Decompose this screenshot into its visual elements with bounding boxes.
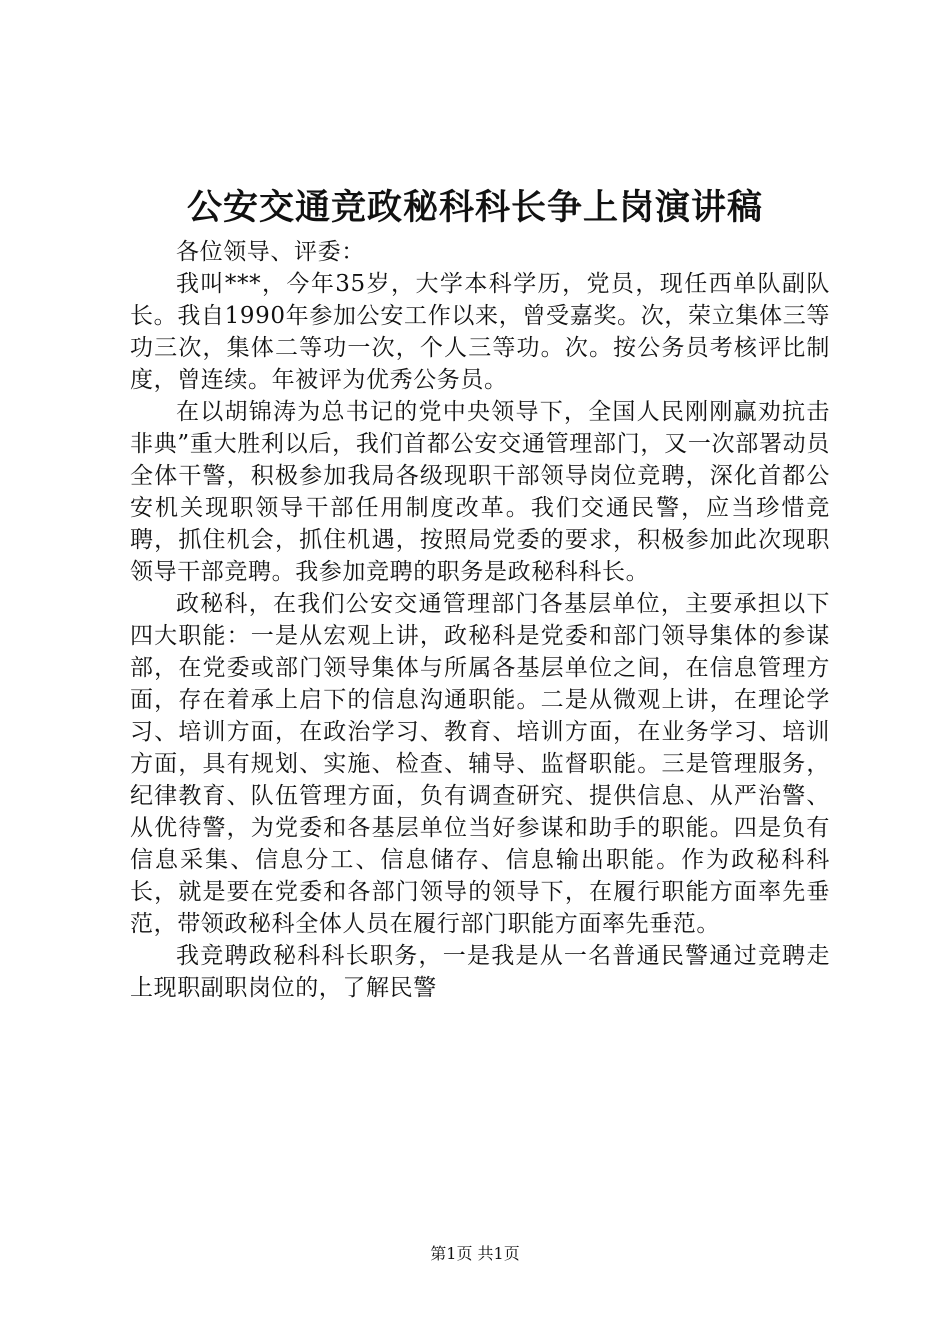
- page-footer: 第1页 共1页: [430, 1244, 520, 1263]
- paragraph-functions: 政秘科，在我们公安交通管理部门各基层单位，主要承担以下四大职能：一是从宏观上讲，政秘科是党委和部门领导集体的参谋部，在党委或部门领导集体与所属各基层单位之间，在信息管理方面，存在着承上启下的信息沟通职能。二是从微观上讲，在理论学习、培训方面，在政治学习、教育、培训方面，在业务学习、培训方面，具有规划、实施、检查、辅导、监督职能。三是管理服务，纪律教育、队伍管理方面，负有调查研究、提供信息、从严治警、从优待警，为党委和各基层单位当好参谋和助手的职能。四是负有信息采集、信息分工、信息储存、信息输出职能。作为政秘科科长，就是要在党委和各部门领导的领导下，在履行职能方面率先垂范，带领政秘科全体人员在履行部门职能方面率先垂范。: [130, 591, 830, 937]
- paragraph-background: 在以胡锦涛为总书记的党中央领导下，全国人民刚刚赢劝抗击非典”重大胜利以后，我们首都公安交通管理部门，又一次部署动员全体干警，积极参加我局各级现职干部领导岗位竞聘，深化首都公安机关现职领导干部任用制度改革。我们交通民警，应当珍惜竞聘，抓住机会，抓住机遇，按照局党委的要求，积极参加此次现职领导干部竞聘。我参加竞聘的职务是政秘科科长。: [130, 399, 830, 585]
- paragraph-qualification: 我竞聘政秘科科长职务，一是我是从一名普通民警通过竞聘走上现职副职岗位的，了解民警: [130, 943, 830, 1001]
- paragraph-introduction: 我叫***，今年35岁，大学本科学历，党员，现任西单队副队长。我自1990年参加公安工作以来，曾受嘉奖。次，荣立集体三等功三次，集体二等功一次，个人三等功。次。按公务员考核评比制度，曾连续。年被评为优秀公务员。: [130, 271, 830, 393]
- document-title: 公安交通竞政秘科科长争上岗演讲稿: [186, 187, 763, 228]
- document-body: [130, 236, 830, 1004]
- paragraph-salutation: 各位领导、评委：: [176, 239, 365, 265]
